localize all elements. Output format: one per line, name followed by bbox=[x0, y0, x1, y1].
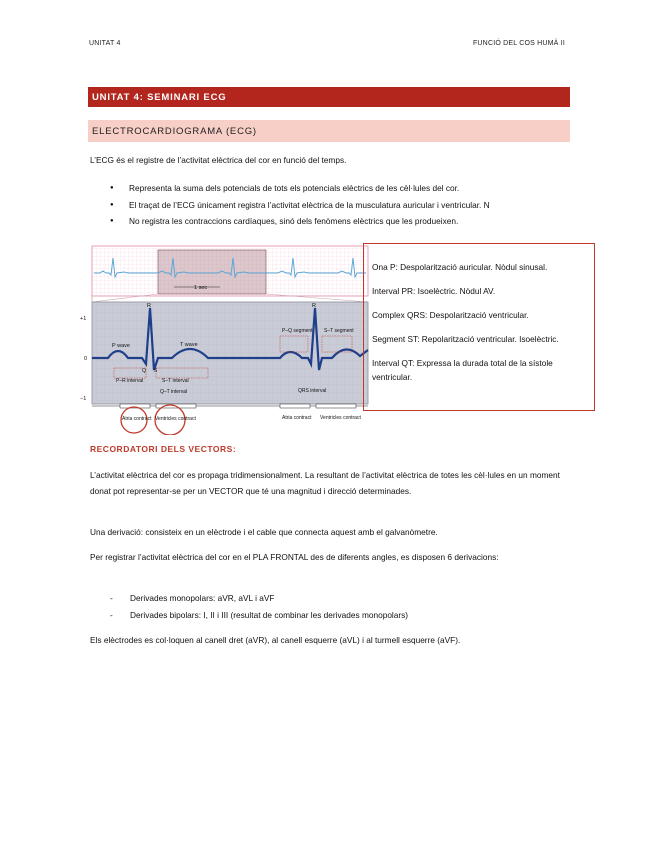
pr-interval-label: P–R interval bbox=[116, 378, 144, 384]
r-wave-label: R bbox=[147, 303, 151, 309]
p-wave-label: P wave bbox=[112, 343, 130, 349]
derivations-list bbox=[110, 590, 550, 624]
definition-qt-interval: Interval QT: Expressa la durada total de la sístole ventricular. bbox=[372, 358, 553, 382]
ecg-figure bbox=[80, 240, 410, 435]
t-wave-label: T wave bbox=[180, 342, 198, 348]
pq-segment-label: P–Q segment bbox=[282, 328, 313, 334]
derivation-item: - Derivades bipolars: I, II i III (resultat de combinar les derivades monopolars) bbox=[110, 607, 550, 624]
atria-contract-label: Atria contract bbox=[122, 416, 152, 422]
y-axis-minus-one: −1 bbox=[80, 396, 87, 402]
bullet-item: ● El traçat de l’ECG únicament registra l’activitat elèctrica de la musculatura auricular i ventricular. N bbox=[110, 197, 570, 214]
unit-title: UNITAT 4: SEMINARI ECG bbox=[88, 87, 570, 107]
header-left: UNITAT 4 bbox=[89, 40, 121, 47]
bullet-item: ● Representa la suma dels potencials de tots els potencials elèctrics de les cèl·lules del cor. bbox=[110, 180, 570, 197]
ventricles-contract-label: Ventricles contract bbox=[155, 416, 196, 422]
r-wave-label-2: R bbox=[312, 303, 316, 309]
s-label: S bbox=[154, 368, 158, 374]
vectors-paragraph: L’activitat elèctrica del cor es propaga tridimensionalment. La resultant de l’activitat elèctrica de totes les cèl·lules en un moment donat pot representar-se per un VECTOR que té una magnitud i direcció determinades. bbox=[90, 470, 560, 496]
qrs-interval-label: QRS interval bbox=[298, 388, 327, 394]
vectors-subheading: RECORDATORI DELS VECTORS: bbox=[90, 444, 237, 454]
st-segment-label: S–T segment bbox=[324, 328, 354, 334]
header-right: FUNCIÓ DEL COS HUMÀ II bbox=[472, 40, 565, 47]
y-axis-plus-one: +1 bbox=[80, 316, 87, 322]
bullet-list bbox=[110, 180, 570, 230]
derivation-item: - Derivades monopolars: aVR, aVL i aVF bbox=[110, 590, 550, 607]
definition-pr-interval: Interval PR: Isoelèctric. Nòdul AV. bbox=[372, 286, 496, 296]
definition-p-wave: Ona P: Despolarització auricular. Nòdul sinusal. bbox=[372, 262, 548, 272]
st-interval-label: S–T interval bbox=[162, 378, 189, 384]
electrodes-paragraph: Els elèctrodes es col·loquen al canell dret (aVR), al canell esquerre (aVL) i al turmell esquerre (aVF). bbox=[90, 635, 461, 645]
q-label: Q bbox=[142, 368, 146, 374]
intro-paragraph: L’ECG és el registre de l’activitat elèctrica del cor en funció del temps. bbox=[90, 155, 347, 165]
atria-contract-label-2: Atria contract bbox=[282, 415, 312, 421]
definition-st-segment: Segment ST: Repolarització ventricular. Isoelèctric. bbox=[372, 334, 559, 344]
definitions-box bbox=[363, 243, 595, 411]
derivation-paragraph: Una derivació: consisteix en un elèctrode i el cable que connecta aquest amb el galvanòmetre. bbox=[90, 527, 438, 537]
one-sec-label: 1 sec bbox=[194, 285, 208, 291]
bullet-item: ● No registra les contraccions cardíaques, sinó dels fenòmens elèctrics que les produeixen. bbox=[110, 213, 570, 230]
frontal-plane-paragraph: Per registrar l’activitat elèctrica del cor en el PLA FRONTAL des de diferents angles, es disposen 6 derivacions: bbox=[90, 552, 499, 562]
definition-qrs: Complex QRS: Despolarització ventricular. bbox=[372, 310, 529, 320]
qt-interval-label: Q–T interval bbox=[160, 389, 188, 395]
y-axis-zero: 0 bbox=[84, 356, 88, 362]
section-title: ELECTROCARDIOGRAMA (ECG) bbox=[88, 120, 570, 142]
ventricles-contract-label-2: Ventricles contract bbox=[320, 415, 361, 421]
